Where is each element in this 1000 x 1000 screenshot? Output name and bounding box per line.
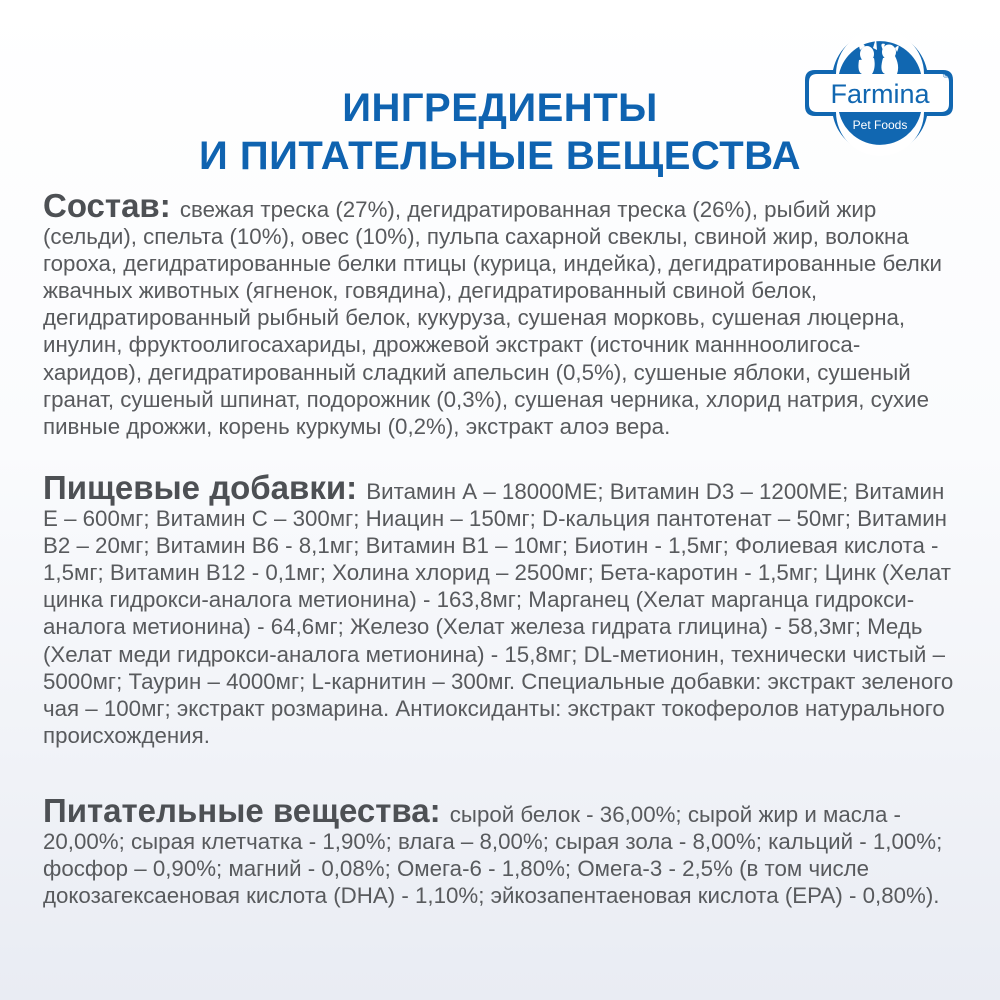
logo-brand: Farmina <box>830 79 930 109</box>
additives-text: Витамин А – 18000МЕ; Витамин D3 – 1200МЕ; Витамин Е – 600мг; Витамин С – 300мг; Ниацин – 150мг; D-кальция пантотенат – 50мг; Витамин В2 – 20мг; Витамин В6 - 8,1мг; Витамин В1 – 10мг; Биотин - 1,5мг; Фолиевая кислота - 1,5мг; Витамин В12 - 0,1мг; Холина хлорид – 2500мг; Бета-каротин - 1,5мг; Цинк (Хелат цинка гидрокси-аналога метионина) - 163,8мг; Марганец (Хелат марганца гидрокси-аналога метионина) - 64,6мг; Железо (Хелат железа гидрата глицина) - 58,3мг; Медь (Хелат меди гидрокси-аналога метионина) - 15,8мг; DL-метионин, технически чистый – 5000мг; Таурин – 4000мг; L-карнитин – 300мг. Специальные добавки: экстракт зеленого чая – 100мг; экстракт розмарина. Антиоксиданты: экстракт токоферолов натурального происхождения. <box>43 479 954 748</box>
registered-mark: ® <box>943 71 949 80</box>
additives-section <box>43 469 958 749</box>
additives-heading: Пищевые добавки: <box>43 469 367 506</box>
nutrients-text: сырой белок - 36,00%; сырой жир и масла - 20,00%; сырая клетчатка - 1,90%; влага – 8,00%; сырая зола - 8,00%; кальций - 1,00%; фосфор – 0,90%; магний - 0,08%; Омега-6 - 1,80%; Омега-3 - 2,5% (в том числе докозагексаеновая кислота (DHA) - 1,10%; эйкозапентаеновая кислота (ЕРА) - 0,80%). <box>43 802 943 909</box>
nutrients-heading: Питательные вещества: <box>43 792 450 829</box>
composition-heading: Состав: <box>43 187 180 224</box>
composition-text: свежая треска (27%), дегидратированная треска (26%), рыбий жир (сельди), спельта (10%), овес (10%), пульпа сахарной свеклы, свиной жир, волокна гороха, дегидратированные белки птицы (курица, индейка), дегидратированные белки жвачных животных (ягненок, говядина), дегидратированный свиной белок, дегидратированный рыбный белок, кукуруза, сушеная морковь, сушеная люцерна, инулин, фруктоолигосахариды, дрожжевой экстракт (источник маннноолигоса-харидов), дегидратированный сладкий апельсин (0,5%), сушеные яблоки, сушеный гранат, сушеный шпинат, подорожник (0,3%), сушеная черника, хлорид натрия, сухие пивные дрожжи, корень куркумы (0,2%), экстракт алоэ вера. <box>43 197 942 439</box>
nutrients-section <box>43 792 958 909</box>
composition-section <box>43 187 958 440</box>
page-title-line2: И ПИТАТЕЛЬНЫЕ ВЕЩЕСТВА <box>198 134 802 178</box>
page-title-line1: ИНГРЕДИЕНТЫ <box>342 86 658 130</box>
page-title <box>0 84 1000 180</box>
logo-subtitle: Pet Foods <box>852 118 908 132</box>
